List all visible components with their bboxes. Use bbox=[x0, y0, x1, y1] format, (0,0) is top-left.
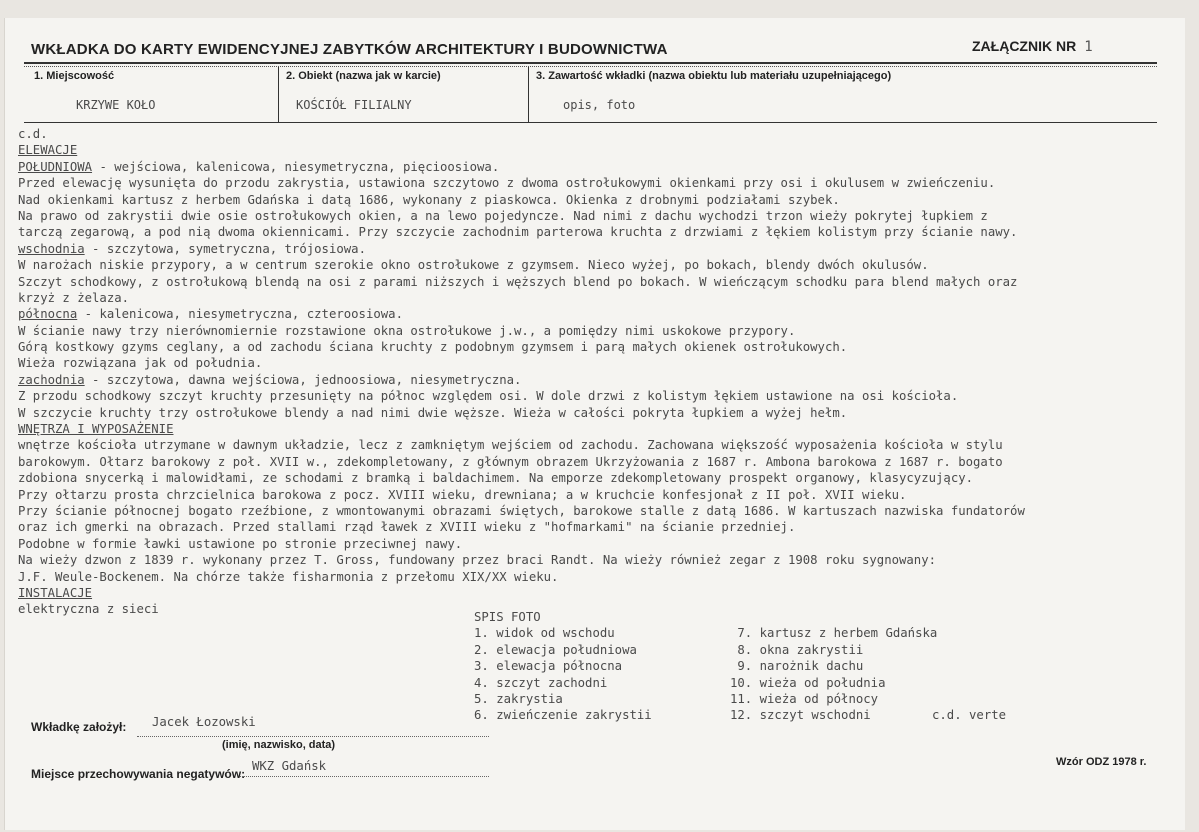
section-text: - kalenicowa, niesymetryczna, czteroosiowa. bbox=[77, 307, 403, 322]
section-heading: wschodnia bbox=[18, 241, 85, 256]
description-line bbox=[18, 306, 1168, 322]
photo-list-title: SPIS FOTO bbox=[474, 610, 541, 624]
description-line: J.F. Weule-Bockenem. Na chórze także fisharmonia z przełomu XIX/XX wieku. bbox=[18, 569, 559, 584]
description-line bbox=[18, 159, 1168, 175]
description-line: krzyż z żelaza. bbox=[18, 290, 130, 305]
author-label: Wkładkę założył: bbox=[31, 720, 127, 734]
continued-note: c.d. verte bbox=[932, 708, 1007, 723]
description-line: W szczycie kruchty trzy ostrołukowe blendy a nad nimi dwie węższe. Wieża w całości pokryta łupkiem a wyżej hełm. bbox=[18, 405, 848, 420]
section-text: - szczytowa, dawna wejściowa, jednoosiowa, niesymetryczna. bbox=[84, 372, 522, 387]
description-line: Na wieży dzwon z 1839 r. wykonany przez T. Gross, fundowany przez braci Randt. Na wieży również zegar z 1908 roku sygnowany: bbox=[18, 553, 937, 568]
photo-item: 1. widok od wschodu bbox=[474, 626, 615, 641]
description-line: zdobiona snycerką i malowidłami, ze schodami z bramką i baldachimem. Na emporze zdekompletowany prospekt organowy, klasycyzujący. bbox=[18, 471, 974, 486]
header-dotted-rule bbox=[24, 66, 1157, 67]
description-line: W ścianie nawy trzy nierównomiernie rozstawione okna ostrołukowe j.w., a pomiędzy nimi uskokowe przypory. bbox=[18, 323, 796, 338]
storage-dotted-line bbox=[240, 776, 489, 777]
photo-item: 2. elewacja południowa bbox=[474, 642, 637, 657]
photo-item: 9. narożnik dachu bbox=[730, 659, 864, 674]
description-line: Wieża rozwiązana jak od południa. bbox=[18, 356, 263, 371]
description-line: Przed elewację wysunięta do przodu zakrystia, ustawiona szczytowo z dwoma ostrołukowymi okienkami przy osi i okulusem w zwieńczeniu. bbox=[18, 176, 996, 191]
section-heading: północna bbox=[18, 307, 78, 322]
annex-label bbox=[972, 38, 1093, 55]
photo-item: 12. szczyt wschodni bbox=[730, 708, 871, 723]
storage-label: Miejsce przechowywania negatywów: bbox=[31, 767, 246, 781]
photo-item: 4. szczyt zachodni bbox=[474, 675, 608, 690]
description-text bbox=[18, 126, 1168, 618]
section-heading: ELEWACJE bbox=[18, 143, 78, 158]
description-line: Z przodu schodkowy szczyt kruchty przesunięty na północ względem osi. W dole drzwi z kolistym łękiem ustawione na osi kościoła. bbox=[18, 389, 959, 404]
section-heading: WNĘTRZA I WYPOSAŻENIE bbox=[18, 422, 174, 437]
description-line: W narożach niskie przypory, a w centrum szerokie okno ostrołukowe z gzymsem. Nieco wyżej, po bokach, blendy dwóch okulusów. bbox=[18, 258, 929, 273]
content-label: 3. Zawartość wkładki (nazwa obiektu lub materiału uzupełniającego) bbox=[536, 70, 892, 82]
field-divider bbox=[278, 67, 279, 122]
fields-bottom-rule bbox=[24, 122, 1157, 123]
header-rule bbox=[24, 62, 1157, 64]
object-label: 2. Obiekt (nazwa jak w karcie) bbox=[286, 70, 441, 82]
description-line: tarczą zegarową, a pod nią dwoma okiennicami. Przy szczycie zachodnim parterowa kruchta z drzwiami z łękiem kolistym przy ścianie nawy. bbox=[18, 225, 1018, 240]
section-heading: zachodnia bbox=[18, 372, 85, 387]
description-line: wnętrze kościoła utrzymane w dawnym układzie, lecz z zamkniętym wejściem od zachodu. Zachowana większość wyposażenia kościoła w stylu bbox=[18, 438, 1003, 453]
photo-item: 6. zwieńczenie zakrystii bbox=[474, 708, 652, 723]
description-line: Przy ołtarzu prosta chrzcielnica barokowa z pocz. XVIII wieku, drewniana; a w kruchcie konfesjonał z II poł. XVII wieku. bbox=[18, 487, 907, 502]
author-value: Jacek Łozowski bbox=[152, 715, 256, 729]
form-title: WKŁADKA DO KARTY EWIDENCYJNEJ ZABYTKÓW ARCHITEKTURY I BUDOWNICTWA bbox=[31, 41, 668, 58]
description-line bbox=[18, 372, 1168, 388]
photo-item: 3. elewacja północna bbox=[474, 659, 623, 674]
description-line: oraz ich gmerki na obrazach. Przed stallami rząd ławek z XVIII wieku z "hofmarkami" na ścianie przedniej. bbox=[18, 520, 796, 535]
description-line: Podobne w formie ławki ustawione po stronie przeciwnej nawy. bbox=[18, 536, 463, 551]
photo-item: 7. kartusz z herbem Gdańska bbox=[730, 626, 938, 641]
locality-value: KRZYWE KOŁO bbox=[76, 98, 156, 112]
annex-number: 1 bbox=[1084, 39, 1093, 55]
storage-value: WKZ Gdańsk bbox=[252, 759, 327, 773]
section-text: - wejściowa, kalenicowa, niesymetryczna, pięcioosiowa. bbox=[92, 159, 500, 174]
locality-label: 1. Miejscowość bbox=[34, 70, 115, 82]
photo-item: 5. zakrystia bbox=[474, 691, 563, 706]
description-line: c.d. bbox=[18, 127, 48, 141]
field-divider bbox=[528, 67, 529, 122]
description-line: Przy ścianie północnej bogato rzeźbione, z wmontowanymi obrazami świętych, barokowe stalle z datą 1686. W kartuszach nazwiska fundatorów bbox=[18, 503, 1025, 518]
description-line: Szczyt schodkowy, z ostrołukową blendą na osi z parami niższych i węższych blend po bokach. W wieńczącym schodku para blend małych oraz bbox=[18, 274, 1018, 289]
description-line bbox=[18, 241, 1168, 257]
form-model: Wzór ODZ 1978 r. bbox=[1056, 756, 1147, 768]
section-text: - szczytowa, symetryczna, trójosiowa. bbox=[84, 241, 366, 256]
photo-item: 11. wieża od północy bbox=[730, 691, 879, 706]
section-heading: POŁUDNIOWA bbox=[18, 159, 93, 174]
description-line: Nad okienkami kartusz z herbem Gdańska i datą 1686, wykonany z piaskowca. Okienka z drobnymi podziałami szybek. bbox=[18, 192, 840, 207]
description-line: Górą kostkowy gzyms ceglany, a od zachodu ściana kruchty z podobnym gzymsem i parą małych okienek ostrołukowych. bbox=[18, 340, 848, 355]
section-heading: INSTALACJE bbox=[18, 585, 93, 600]
description-line: Na prawo od zakrystii dwie osie ostrołukowych okien, a na lewo pojedyncze. Nad nimi z dachu wychodzi trzon wieży pokrytej łupkiem z bbox=[18, 208, 988, 223]
photo-list-left bbox=[474, 625, 652, 723]
object-value: KOŚCIÓŁ FILIALNY bbox=[296, 98, 412, 112]
content-value: opis, foto bbox=[563, 98, 636, 112]
description-line: barokowym. Ołtarz barokowy z poł. XVII w., zdekompletowany, z głównym obrazem Ukrzyżowania z 1687 r. Ambona barokowa z 1687 r. bogato bbox=[18, 454, 1003, 469]
description-line: elektryczna z sieci bbox=[18, 602, 159, 617]
author-dotted-line bbox=[137, 736, 489, 737]
annex-label-text: ZAŁĄCZNIK NR bbox=[972, 38, 1077, 54]
photo-list-right bbox=[730, 625, 937, 723]
photo-item: 8. okna zakrystii bbox=[730, 642, 864, 657]
photo-item: 10. wieża od południa bbox=[730, 675, 886, 690]
author-caption: (imię, nazwisko, data) bbox=[222, 739, 336, 751]
